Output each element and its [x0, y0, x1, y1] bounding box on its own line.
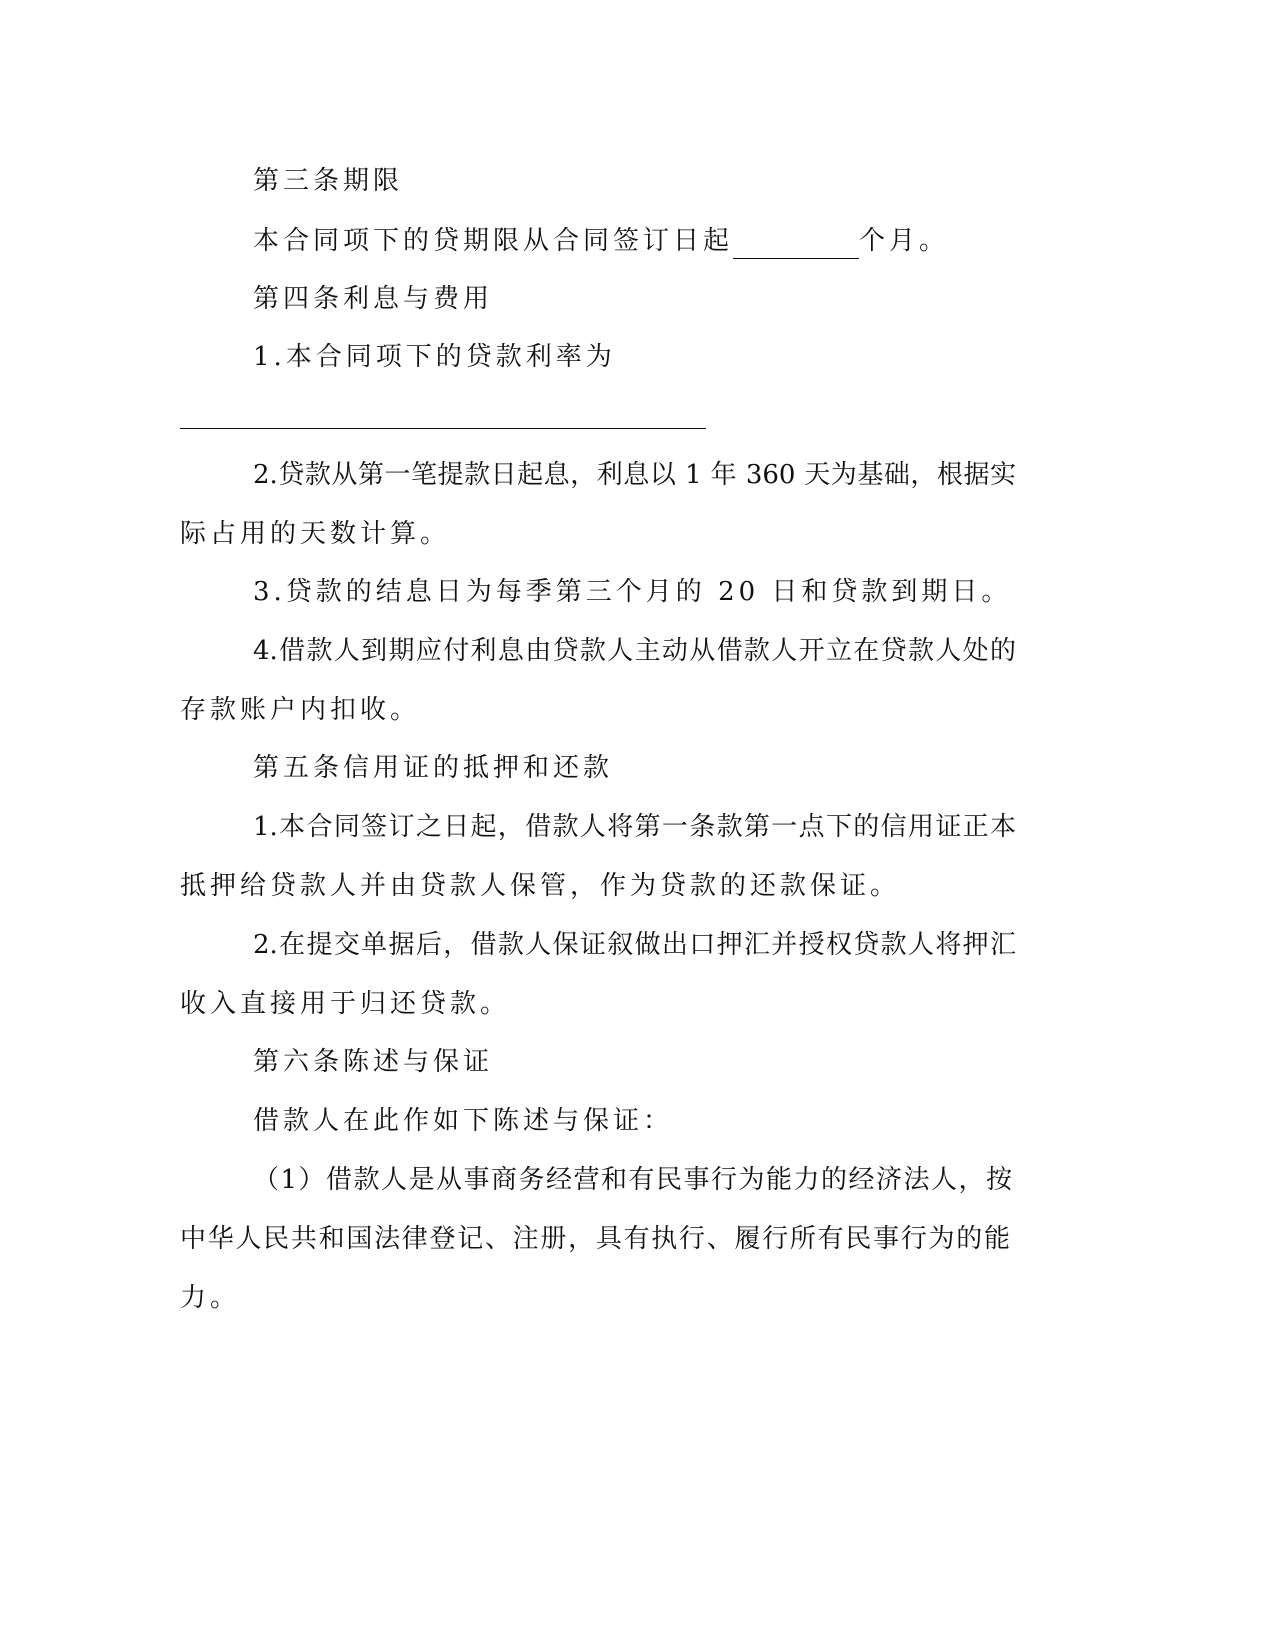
loan-term-blank	[733, 224, 859, 259]
article-3-text-end: 个月。	[859, 226, 950, 256]
article-5-clause-2-line-2: 收入直接用于归还贷款。	[180, 989, 511, 1019]
article-5-clause-2-line-1: 2.在提交单据后，借款人保证叙做出口押汇并授权贷款人将押汇	[253, 930, 1016, 960]
article-6-clause-1-line-1: （1）借款人是从事商务经营和有民事行为能力的经济法人，按	[253, 1165, 1012, 1195]
article-4-clause-2-line-1: 2.贷款从第一笔提款日起息，利息以 1 年 360 天为基础，根据实	[253, 460, 1016, 490]
article-4-clause-4-line-2: 存款账户内扣收。	[180, 695, 421, 725]
article-4-clause-3: 3.贷款的结息日为每季第三个月的 20 日和贷款到期日。	[253, 577, 1012, 607]
article-4-clause-1: 1.本合同项下的贷款利率为	[253, 342, 616, 372]
article-6-intro: 借款人在此作如下陈述与保证：	[253, 1106, 674, 1136]
article-4-clause-2-line-2: 际占用的天数计算。	[180, 519, 451, 549]
article-4-clause-4-line-1: 4.借款人到期应付利息由贷款人主动从借款人开立在贷款人处的	[253, 636, 1016, 666]
article-5-clause-1-line-2: 抵押给贷款人并由贷款人保管，作为贷款的还款保证。	[180, 871, 901, 901]
article-3-text-start: 本合同项下的贷期限从合同签订日起	[253, 226, 734, 256]
article-5-heading: 第五条信用证的抵押和还款	[253, 753, 614, 783]
article-6-clause-1-line-3: 力。	[180, 1283, 241, 1313]
article-4-heading: 第四条利息与费用	[253, 284, 494, 314]
article-5-clause-1-line-1: 1.本合同签订之日起，借款人将第一条款第一点下的信用证正本	[253, 812, 1016, 842]
interest-rate-blank-line	[180, 428, 706, 429]
article-3-heading: 第三条期限	[253, 166, 404, 196]
article-6-clause-1-line-2: 中华人民共和国法律登记、注册，具有执行、履行所有民事行为的能	[180, 1224, 1010, 1254]
article-3-paragraph	[253, 224, 949, 258]
article-6-heading: 第六条陈述与保证	[253, 1047, 494, 1077]
